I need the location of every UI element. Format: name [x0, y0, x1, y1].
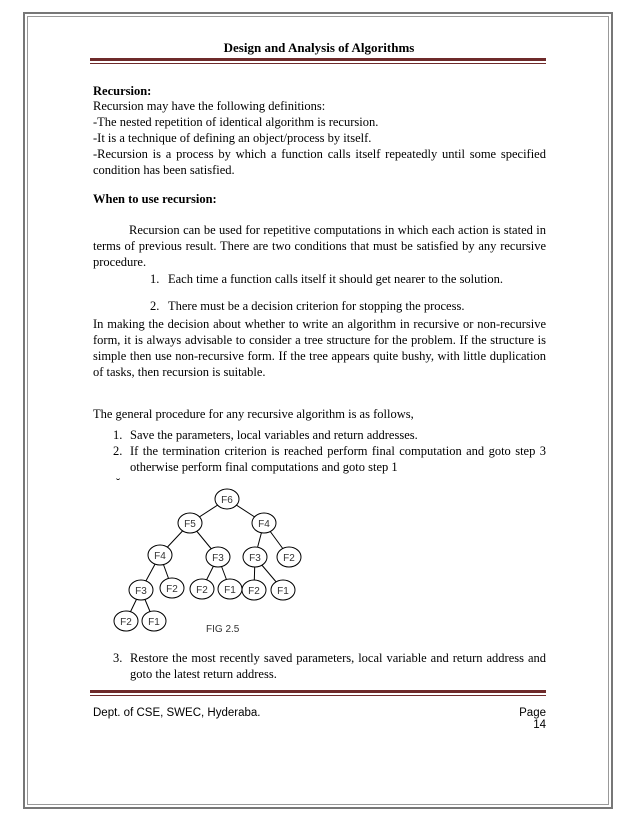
- def-line-2: -The nested repetition of identical algorithm is recursion.: [93, 115, 379, 129]
- node-f3-b: F3: [249, 553, 261, 564]
- node-f3-c: F3: [135, 586, 147, 597]
- node-f2-c: F2: [196, 585, 208, 596]
- def-line-1: Recursion may have the following definitions:: [93, 99, 326, 113]
- figure-caption: FIG 2.5: [206, 624, 240, 635]
- step-text-3: Restore the most recently saved parameters, local variable and return address and goto the latest return address.: [130, 651, 546, 681]
- stray-mark: ˘: [116, 476, 121, 490]
- node-f1-c: F1: [148, 617, 160, 628]
- when-heading: When to use recursion:: [93, 192, 217, 206]
- condition-text-2: There must be a decision criterion for stopping the process.: [168, 299, 465, 313]
- node-f2-a: F2: [283, 553, 295, 564]
- def-line-3: -It is a technique of defining an object/process by itself.: [93, 131, 372, 145]
- node-f1-b: F1: [277, 586, 289, 597]
- step-num-3: 3.: [113, 651, 123, 665]
- node-f2-b: F2: [166, 584, 178, 595]
- node-f4-left: F4: [154, 551, 166, 562]
- condition-num-1: 1.: [150, 272, 160, 286]
- def-line-4: -Recursion is a process by which a function calls itself repeatedly until some specified condition has been satisfied.: [93, 147, 546, 177]
- footer-rule-thin: [90, 695, 546, 696]
- decision-paragraph: In making the decision about whether to write an algorithm in recursive or non-recursive form, it is always advisable to consider a tree structure for the problem. If the structure is simple then use non-recursive form. If the tree appears quite bushy, with little duplication of tasks, then recursion is suitable.: [93, 317, 546, 379]
- node-f3-a: F3: [212, 553, 224, 564]
- recursion-heading: Recursion:: [93, 84, 152, 98]
- condition-text-1: Each time a function calls itself it should get nearer to the solution.: [168, 272, 503, 286]
- footer-department: Dept. of CSE, SWEC, Hyderaba.: [93, 707, 261, 719]
- node-f5: F5: [184, 519, 196, 530]
- node-f2-d: F2: [248, 586, 260, 597]
- step-text-2: If the termination criterion is reached perform final computation and goto step 3 otherwise perform final computations and goto step 1: [130, 444, 546, 474]
- step-text-1: Save the parameters, local variables and return addresses.: [130, 428, 418, 442]
- node-f6-root: F6: [221, 495, 233, 506]
- tree-nodes: [114, 489, 301, 631]
- step-num-1: 1.: [113, 428, 123, 442]
- page-header-title: Design and Analysis of Algorithms: [223, 40, 415, 55]
- condition-num-2: 2.: [150, 299, 160, 313]
- footer-rule: [90, 690, 546, 693]
- step-num-2: 2.: [113, 444, 123, 458]
- footer-page-number: Page 14: [519, 707, 546, 731]
- procedure-intro: The general procedure for any recursive algorithm is as follows,: [93, 407, 414, 421]
- when-intro: Recursion can be used for repetitive computations in which each action is stated in terms of previous result. There are two conditions that must be satisfied by any recursive procedure.: [93, 223, 546, 269]
- node-f4-right: F4: [258, 519, 270, 530]
- node-f1-a: F1: [224, 585, 236, 596]
- node-f2-e: F2: [120, 617, 132, 628]
